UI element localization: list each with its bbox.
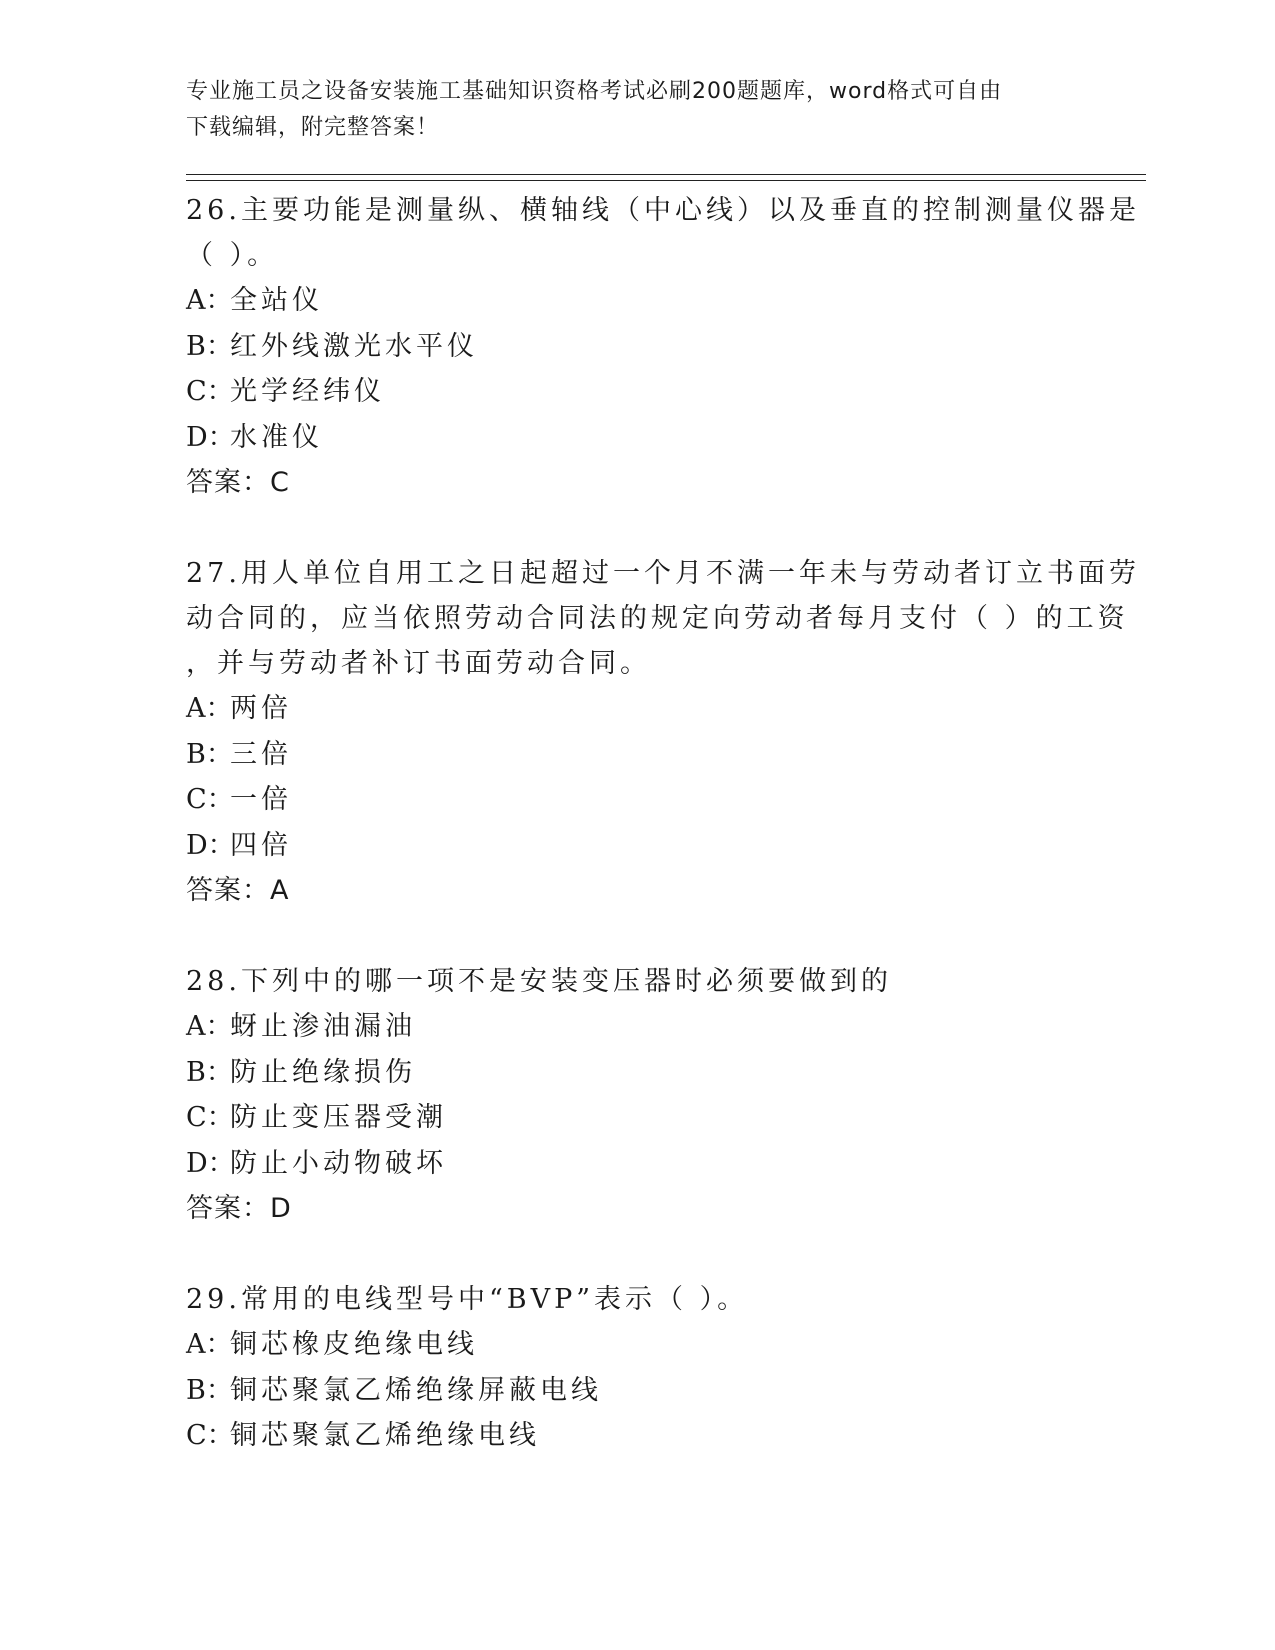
option-d — [186, 1141, 1086, 1187]
answer-line: 答案：C — [186, 467, 290, 498]
question-stem-line: 28.下列中的哪一项不是安装变压器时必须要做到的 — [186, 966, 892, 997]
option-text: 一倍 — [230, 784, 292, 815]
option-text: 全站仪 — [230, 285, 323, 316]
question-26 — [186, 188, 1140, 505]
question-27 — [186, 551, 1140, 913]
option-text: 防止小动物破坏 — [230, 1147, 447, 1179]
question-stem-line: 26.主要功能是测量纵、横轴线（中心线）以及垂直的控制测量仪器是 — [186, 195, 1140, 226]
option-key: D： — [186, 1147, 235, 1179]
option-key: B： — [186, 1374, 233, 1406]
header-line-2: 下载编辑，附完整答案！ — [186, 115, 440, 140]
question-stem-line: ，并与劳动者补订书面劳动合同。 — [186, 648, 651, 679]
option-text: 铜芯聚氯乙烯绝缘电线 — [230, 1420, 540, 1451]
question-stem-line: （ ）。 — [186, 240, 279, 271]
option-text: 光学经纬仪 — [230, 376, 385, 407]
question-list — [186, 188, 1140, 1505]
question-28 — [186, 959, 1086, 1231]
option-text: 蚜止渗油漏油 — [230, 1011, 416, 1042]
question-stem-line: 29.常用的电线型号中“BVP”表示（ ）。 — [186, 1284, 749, 1315]
option-text: 防止绝缘损伤 — [230, 1056, 416, 1088]
option-key: B： — [186, 1056, 233, 1088]
option-text: 铜芯橡皮绝缘电线 — [230, 1329, 478, 1360]
option-key: A： — [186, 693, 233, 724]
option-d — [186, 415, 1086, 461]
option-text: 水准仪 — [230, 421, 323, 453]
option-key: B： — [186, 330, 233, 362]
option-key: C： — [186, 1420, 234, 1451]
option-key: A： — [186, 285, 233, 316]
document-header — [186, 74, 1066, 146]
option-key: C： — [186, 784, 234, 815]
option-key: C： — [186, 376, 234, 407]
option-text: 四倍 — [230, 829, 292, 861]
header-divider-bottom — [186, 180, 1146, 181]
option-b — [186, 324, 1086, 370]
option-a — [186, 1322, 1086, 1368]
option-b — [186, 732, 1086, 778]
option-b — [186, 1368, 1086, 1414]
option-a — [186, 1004, 1086, 1050]
question-stem-line: 27.用人单位自用工之日起超过一个月不满一年未与劳动者订立书面劳 — [186, 558, 1140, 589]
question-stem-line: 动合同的，应当依照劳动合同法的规定向劳动者每月支付（ ）的工资 — [186, 603, 1129, 634]
option-key: A： — [186, 1011, 233, 1042]
option-a — [186, 278, 1086, 324]
question-29 — [186, 1277, 1086, 1459]
option-c — [186, 1413, 1086, 1459]
option-d — [186, 823, 1086, 869]
option-c — [186, 1095, 1086, 1141]
option-text: 红外线激光水平仪 — [230, 330, 478, 362]
option-b — [186, 1050, 1086, 1096]
header-line-1: 专业施工员之设备安装施工基础知识资格考试必刷200题题库，word格式可自由 — [186, 79, 1003, 104]
option-key: B： — [186, 738, 233, 770]
option-c — [186, 777, 1086, 823]
option-key: D： — [186, 421, 235, 453]
option-key: C： — [186, 1102, 234, 1133]
header-divider-top — [186, 174, 1146, 175]
option-key: D： — [186, 829, 235, 861]
option-text: 防止变压器受潮 — [230, 1102, 447, 1133]
answer-line: 答案：D — [186, 1193, 292, 1224]
option-text: 两倍 — [230, 693, 292, 724]
option-c — [186, 369, 1086, 415]
option-a — [186, 686, 1086, 732]
option-key: A： — [186, 1329, 233, 1360]
answer-line: 答案：A — [186, 875, 290, 906]
option-text: 铜芯聚氯乙烯绝缘屏蔽电线 — [230, 1374, 602, 1406]
option-text: 三倍 — [230, 738, 292, 770]
